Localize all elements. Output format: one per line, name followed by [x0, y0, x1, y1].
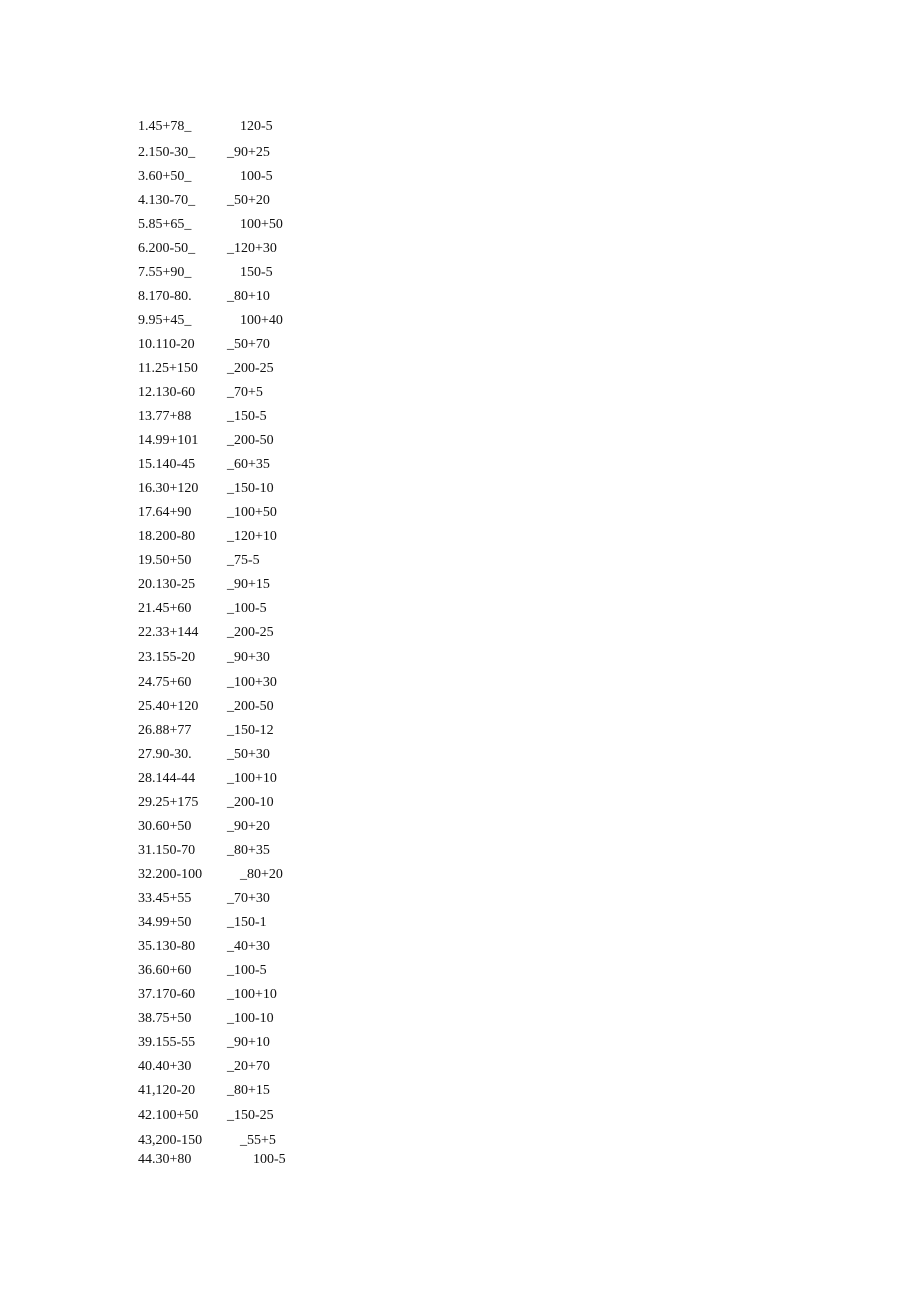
exercise-right: _80+35	[227, 843, 270, 858]
exercise-row	[138, 215, 538, 235]
exercise-row	[138, 623, 538, 643]
exercise-right: _60+35	[227, 457, 270, 472]
exercise-left: 34.99+50	[138, 915, 192, 930]
exercise-left: 26.88+77	[138, 723, 192, 738]
exercise-left: 14.99+101	[138, 433, 199, 448]
exercise-row	[138, 117, 538, 137]
exercise-right: _90+25	[227, 145, 270, 160]
exercise-left: 31.150-70	[138, 843, 196, 858]
exercise-right: _200-50	[227, 433, 274, 448]
exercise-row	[138, 311, 538, 331]
exercise-right: _150-12	[227, 723, 274, 738]
exercise-right: _100+30	[227, 675, 277, 690]
exercise-right: _100+10	[227, 987, 277, 1002]
exercise-left: 29.25+175	[138, 795, 199, 810]
exercise-right: _90+15	[227, 577, 270, 592]
exercise-left: 8.170-80.	[138, 289, 192, 304]
exercise-left: 3.60+50_	[138, 169, 192, 184]
exercise-left: 39.155-55	[138, 1035, 196, 1050]
exercise-row	[138, 527, 538, 547]
exercise-right: _100-5	[227, 963, 267, 978]
exercise-left: 16.30+120	[138, 481, 199, 496]
exercise-right: _40+30	[227, 939, 270, 954]
exercise-right: _120+30	[227, 241, 277, 256]
exercise-left: 35.130-80	[138, 939, 196, 954]
exercise-left: 33.45+55	[138, 891, 192, 906]
exercise-row	[138, 721, 538, 741]
exercise-left: 18.200-80	[138, 529, 196, 544]
exercise-right: _100-5	[227, 601, 267, 616]
exercise-left: 17.64+90	[138, 505, 192, 520]
exercise-row	[138, 455, 538, 475]
exercise-row	[138, 793, 538, 813]
exercise-row	[138, 287, 538, 307]
exercise-left: 32.200-100	[138, 867, 203, 882]
exercise-row	[138, 575, 538, 595]
exercise-row	[138, 431, 538, 451]
exercise-left: 11.25+150	[138, 361, 198, 376]
exercise-left: 22.33+144	[138, 625, 199, 640]
exercise-left: 37.170-60	[138, 987, 196, 1002]
exercise-left: 36.60+60	[138, 963, 192, 978]
exercise-row	[138, 769, 538, 789]
exercise-right: _20+70	[227, 1059, 270, 1074]
exercise-row	[138, 239, 538, 259]
exercise-right: 100-5	[253, 1152, 286, 1167]
exercise-right: _150-5	[227, 409, 267, 424]
exercise-row	[138, 1033, 538, 1053]
exercise-left: 1.45+78_	[138, 119, 192, 134]
exercise-row	[138, 143, 538, 163]
exercise-right: _80+20	[240, 867, 283, 882]
exercise-right: _50+30	[227, 747, 270, 762]
exercise-row	[138, 167, 538, 187]
exercise-row	[138, 1081, 538, 1101]
exercise-row	[138, 841, 538, 861]
exercise-left: 43,200-150	[138, 1133, 203, 1148]
exercise-left: 42.100+50	[138, 1108, 199, 1123]
exercise-right: _120+10	[227, 529, 277, 544]
exercise-right: _100+10	[227, 771, 277, 786]
exercise-row	[138, 913, 538, 933]
exercise-left: 6.200-50_	[138, 241, 196, 256]
exercise-row	[138, 335, 538, 355]
exercise-left: 40.40+30	[138, 1059, 192, 1074]
exercise-left: 30.60+50	[138, 819, 192, 834]
exercise-row	[138, 985, 538, 1005]
exercise-row	[138, 961, 538, 981]
exercise-right: _50+70	[227, 337, 270, 352]
exercise-row	[138, 697, 538, 717]
exercise-right: _150-1	[227, 915, 267, 930]
exercise-row	[138, 889, 538, 909]
exercise-left: 41,120-20	[138, 1083, 196, 1098]
exercise-right: _150-10	[227, 481, 274, 496]
exercise-right: _100-10	[227, 1011, 274, 1026]
exercise-left: 2.150-30_	[138, 145, 196, 160]
exercise-left: 4.130-70_	[138, 193, 196, 208]
exercise-row	[138, 673, 538, 693]
exercise-row	[138, 479, 538, 499]
exercise-row	[138, 191, 538, 211]
exercise-row	[138, 551, 538, 571]
exercise-row	[138, 865, 538, 885]
exercise-right: 100+40	[240, 313, 283, 328]
exercise-right: 120-5	[240, 119, 273, 134]
exercise-row	[138, 359, 538, 379]
exercise-row	[138, 937, 538, 957]
exercise-right: _200-25	[227, 625, 274, 640]
exercise-right: _80+15	[227, 1083, 270, 1098]
exercise-row	[138, 1150, 538, 1170]
exercise-left: 38.75+50	[138, 1011, 192, 1026]
exercise-left: 9.95+45_	[138, 313, 192, 328]
exercise-left: 27.90-30.	[138, 747, 192, 762]
exercise-row	[138, 407, 538, 427]
exercise-row	[138, 745, 538, 765]
exercise-right: 100+50	[240, 217, 283, 232]
exercise-left: 13.77+88	[138, 409, 192, 424]
exercise-left: 10.110-20	[138, 337, 195, 352]
exercise-left: 5.85+65_	[138, 217, 192, 232]
exercise-right: _55+5	[240, 1133, 276, 1148]
exercise-right: _200-10	[227, 795, 274, 810]
exercise-right: _90+20	[227, 819, 270, 834]
exercise-right: _70+30	[227, 891, 270, 906]
exercise-left: 12.130-60	[138, 385, 196, 400]
exercise-right: _80+10	[227, 289, 270, 304]
exercise-right: _75-5	[227, 553, 260, 568]
exercise-row	[138, 263, 538, 283]
exercise-right: _90+30	[227, 650, 270, 665]
exercise-right: _70+5	[227, 385, 263, 400]
exercise-row	[138, 817, 538, 837]
exercise-right: 150-5	[240, 265, 273, 280]
exercise-row	[138, 1009, 538, 1029]
exercise-left: 19.50+50	[138, 553, 192, 568]
exercise-left: 23.155-20	[138, 650, 196, 665]
exercise-left: 25.40+120	[138, 699, 199, 714]
exercise-left: 21.45+60	[138, 601, 192, 616]
exercise-left: 15.140-45	[138, 457, 196, 472]
exercise-row	[138, 599, 538, 619]
exercise-left: 7.55+90_	[138, 265, 192, 280]
exercise-row	[138, 383, 538, 403]
exercise-row	[138, 648, 538, 668]
exercise-right: _90+10	[227, 1035, 270, 1050]
exercise-right: _200-50	[227, 699, 274, 714]
exercise-right: _200-25	[227, 361, 274, 376]
exercise-left: 44.30+80	[138, 1152, 192, 1167]
exercise-row	[138, 1106, 538, 1126]
exercise-right: _100+50	[227, 505, 277, 520]
exercise-right: _150-25	[227, 1108, 274, 1123]
exercise-row	[138, 1131, 538, 1151]
exercise-row	[138, 503, 538, 523]
exercise-left: 24.75+60	[138, 675, 192, 690]
exercise-left: 20.130-25	[138, 577, 196, 592]
exercise-right: _50+20	[227, 193, 270, 208]
exercise-row	[138, 1057, 538, 1077]
exercise-right: 100-5	[240, 169, 273, 184]
exercise-left: 28.144-44	[138, 771, 196, 786]
